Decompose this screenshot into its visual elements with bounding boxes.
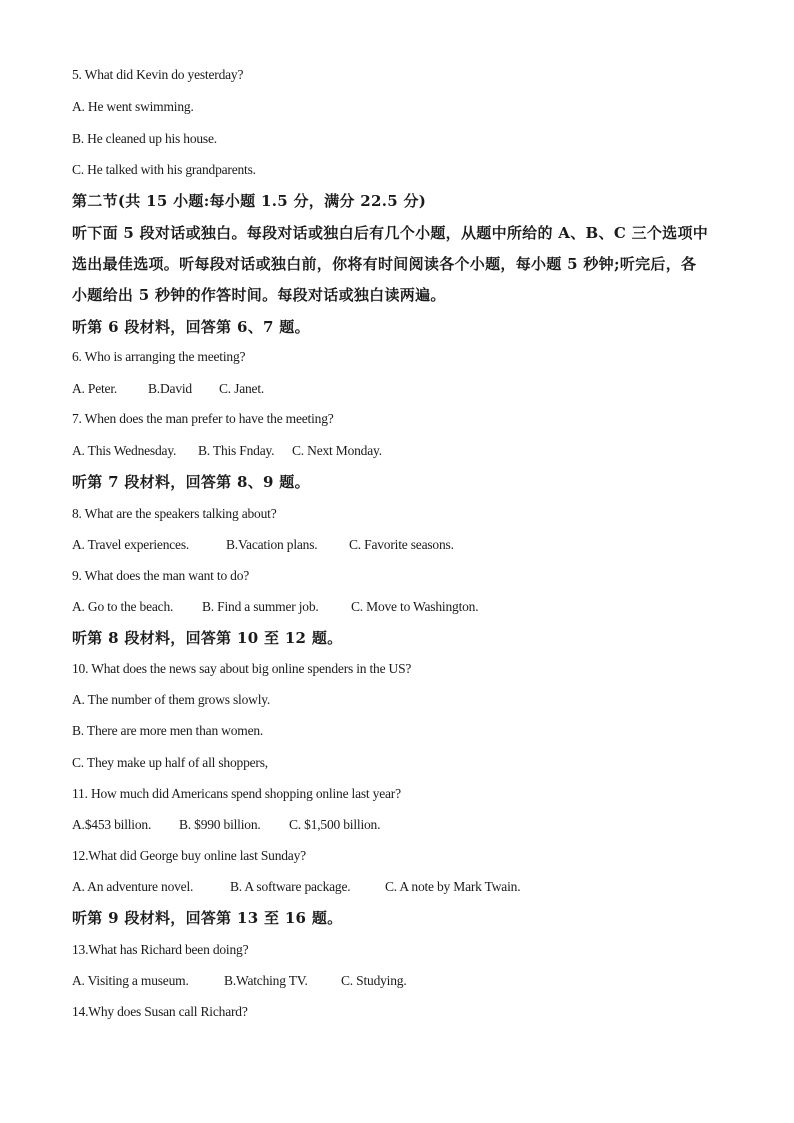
option-7b: B. This Fnday. xyxy=(198,443,275,458)
instruction-line-3: 小题给出 5 秒钟的作答时间。每段对话或独白读两遍。 xyxy=(72,286,446,304)
option-10a: A. The number of them grows slowly. xyxy=(72,692,271,707)
question-14: 14.Why does Susan call Richard? xyxy=(72,1004,248,1019)
option-7c: C. Next Monday. xyxy=(292,443,382,458)
options-9 xyxy=(72,598,479,616)
option-7a: A. This Wednesday. xyxy=(72,443,177,458)
option-5a: A. He went swimming. xyxy=(72,99,194,114)
question-5: 5. What did Kevin do yesterday? xyxy=(72,67,244,82)
question-6: 6. Who is arranging the meeting? xyxy=(72,349,246,364)
option-10c: C. They make up half of all shoppers, xyxy=(72,755,268,770)
option-9c: C. Move to Washington. xyxy=(351,599,479,614)
option-11a: A.$453 billion. xyxy=(72,817,152,832)
option-6a: A. Peter. xyxy=(72,381,118,396)
question-13: 13.What has Richard been doing? xyxy=(72,942,249,957)
option-8a: A. Travel experiences. xyxy=(72,537,190,552)
option-6c: C. Janet. xyxy=(219,381,265,396)
question-12: 12.What did George buy online last Sunday? xyxy=(72,848,306,863)
option-8c: C. Favorite seasons. xyxy=(349,537,454,552)
option-5b: B. He cleaned up his house. xyxy=(72,131,217,146)
material-9-heading: 听第 9 段材料，回答第 13 至 16 题。 xyxy=(72,909,343,927)
material-6-heading: 听第 6 段材料，回答第 6、7 题。 xyxy=(72,318,310,336)
question-10: 10. What does the news say about big online spenders in the US? xyxy=(72,661,412,676)
option-5c: C. He talked with his grandparents. xyxy=(72,162,256,177)
question-11: 11. How much did Americans spend shopping online last year? xyxy=(72,786,401,801)
material-7-heading: 听第 7 段材料，回答第 8、9 题。 xyxy=(72,473,310,491)
option-12c: C. A note by Mark Twain. xyxy=(385,879,521,894)
option-9a: A. Go to the beach. xyxy=(72,599,174,614)
section-heading: 第二节(共 15 小题:每小题 1.5 分，满分 22.5 分) xyxy=(72,192,427,210)
option-11b: B. $990 billion. xyxy=(179,817,261,832)
option-6b: B.David xyxy=(148,381,192,396)
options-8 xyxy=(72,536,454,554)
option-13c: C. Studying. xyxy=(341,973,407,988)
options-11 xyxy=(72,816,381,834)
option-9b: B. Find a summer job. xyxy=(202,599,319,614)
options-7 xyxy=(72,442,382,460)
instruction-line-1: 听下面 5 段对话或独白。每段对话或独白后有几个小题，从题中所给的 A、B、C 三个选项中 xyxy=(72,224,709,242)
option-8b: B.Vacation plans. xyxy=(226,537,318,552)
option-13b: B.Watching TV. xyxy=(224,973,308,988)
material-8-heading: 听第 8 段材料，回答第 10 至 12 题。 xyxy=(72,629,343,647)
options-13 xyxy=(72,972,407,990)
question-9: 9. What does the man want to do? xyxy=(72,568,250,583)
question-7: 7. When does the man prefer to have the meeting? xyxy=(72,411,334,426)
question-8: 8. What are the speakers talking about? xyxy=(72,506,277,521)
option-13a: A. Visiting a museum. xyxy=(72,973,189,988)
options-6 xyxy=(72,380,265,398)
options-12 xyxy=(72,878,521,896)
option-12a: A. An adventure novel. xyxy=(72,879,194,894)
option-10b: B. There are more men than women. xyxy=(72,723,264,738)
instruction-line-2: 选出最佳选项。听每段对话或独白前，你将有时间阅读各个小题，每小题 5 秒钟;听完后，各 xyxy=(72,255,697,273)
option-11c: C. $1,500 billion. xyxy=(289,817,381,832)
option-12b: B. A software package. xyxy=(230,879,351,894)
